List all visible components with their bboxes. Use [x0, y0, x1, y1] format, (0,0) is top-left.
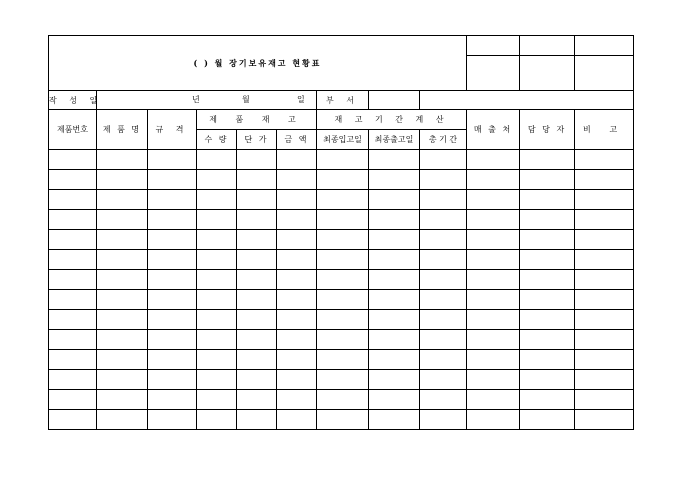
department-label: 부 서 [317, 91, 369, 110]
table-cell[interactable] [420, 290, 467, 310]
table-cell[interactable] [277, 250, 317, 270]
table-cell[interactable] [49, 290, 97, 310]
table-cell[interactable] [49, 390, 97, 410]
table-cell[interactable] [197, 330, 237, 350]
table-cell[interactable] [237, 150, 277, 170]
table-cell[interactable] [575, 350, 634, 370]
table-cell[interactable] [369, 270, 420, 290]
table-cell[interactable] [317, 210, 369, 230]
table-cell[interactable] [575, 150, 634, 170]
table-cell[interactable] [237, 290, 277, 310]
table-row [49, 390, 634, 410]
table-cell[interactable] [317, 390, 369, 410]
header-last-out-date: 최종출고일 [369, 130, 420, 150]
table-cell[interactable] [49, 330, 97, 350]
table-cell[interactable] [420, 270, 467, 290]
table-cell[interactable] [97, 170, 148, 190]
table-cell[interactable] [575, 230, 634, 250]
table-cell[interactable] [420, 310, 467, 330]
header-product-number: 제품번호 [49, 110, 97, 150]
table-cell[interactable] [317, 330, 369, 350]
header-quantity: 수 량 [197, 130, 237, 150]
year-label: 년 [192, 95, 200, 104]
table-cell[interactable] [520, 350, 575, 370]
table-cell[interactable] [317, 410, 369, 430]
table-cell[interactable] [317, 370, 369, 390]
table-cell[interactable] [520, 230, 575, 250]
table-cell[interactable] [369, 210, 420, 230]
header-period-group: 재 고 기 간 계 산 [317, 110, 467, 130]
table-cell[interactable] [197, 250, 237, 270]
table-row [49, 250, 634, 270]
table-cell[interactable] [277, 150, 317, 170]
table-cell[interactable] [420, 170, 467, 190]
table-cell[interactable] [148, 190, 197, 210]
table-cell[interactable] [277, 270, 317, 290]
table-cell[interactable] [97, 270, 148, 290]
table-cell[interactable] [97, 250, 148, 270]
table-cell[interactable] [317, 170, 369, 190]
table-cell[interactable] [97, 150, 148, 170]
table-cell[interactable] [575, 410, 634, 430]
table-row [49, 270, 634, 290]
table-cell[interactable] [277, 210, 317, 230]
table-cell[interactable] [97, 210, 148, 230]
table-cell[interactable] [277, 410, 317, 430]
table-cell[interactable] [49, 210, 97, 230]
table-cell[interactable] [97, 230, 148, 250]
table-cell[interactable] [467, 230, 520, 250]
table-cell[interactable] [277, 370, 317, 390]
table-cell[interactable] [237, 250, 277, 270]
table-cell[interactable] [467, 330, 520, 350]
table-row [49, 290, 634, 310]
table-cell[interactable] [467, 290, 520, 310]
table-cell[interactable] [197, 170, 237, 190]
header-last-in-date: 최종입고일 [317, 130, 369, 150]
table-cell[interactable] [369, 190, 420, 210]
table-cell[interactable] [467, 190, 520, 210]
table-cell[interactable] [420, 210, 467, 230]
table-cell[interactable] [467, 350, 520, 370]
table-row [49, 230, 634, 250]
table-cell[interactable] [148, 270, 197, 290]
table-cell[interactable] [420, 150, 467, 170]
table-cell[interactable] [317, 350, 369, 370]
table-cell[interactable] [520, 150, 575, 170]
table-cell[interactable] [520, 330, 575, 350]
table-cell[interactable] [575, 190, 634, 210]
table-cell[interactable] [520, 370, 575, 390]
header-amount: 금 액 [277, 130, 317, 150]
table-cell[interactable] [237, 190, 277, 210]
table-cell[interactable] [148, 370, 197, 390]
table-cell[interactable] [197, 270, 237, 290]
table-cell[interactable] [467, 270, 520, 290]
table-cell[interactable] [520, 250, 575, 270]
table-cell[interactable] [277, 230, 317, 250]
table-cell[interactable] [197, 290, 237, 310]
table-cell[interactable] [369, 410, 420, 430]
date-field[interactable] [97, 91, 317, 110]
table-cell[interactable] [520, 410, 575, 430]
table-cell[interactable] [197, 310, 237, 330]
table-cell[interactable] [317, 310, 369, 330]
table-cell[interactable] [520, 390, 575, 410]
table-cell[interactable] [197, 410, 237, 430]
table-cell[interactable] [197, 370, 237, 390]
table-row [49, 190, 634, 210]
table-cell[interactable] [49, 150, 97, 170]
table-cell[interactable] [197, 190, 237, 210]
table-cell[interactable] [97, 310, 148, 330]
table-cell[interactable] [49, 190, 97, 210]
table-cell[interactable] [97, 390, 148, 410]
table-cell[interactable] [277, 290, 317, 310]
table-cell[interactable] [148, 350, 197, 370]
table-cell[interactable] [197, 150, 237, 170]
table-cell[interactable] [575, 330, 634, 350]
header-buyer: 매 출 처 [467, 110, 520, 150]
department-field[interactable] [369, 91, 420, 110]
table-cell[interactable] [467, 410, 520, 430]
table-cell[interactable] [520, 170, 575, 190]
table-cell[interactable] [420, 190, 467, 210]
table-cell[interactable] [148, 150, 197, 170]
table-cell[interactable] [237, 330, 277, 350]
info-filler [420, 91, 634, 110]
table-cell[interactable] [467, 370, 520, 390]
table-cell[interactable] [97, 330, 148, 350]
table-row [49, 370, 634, 390]
table-cell[interactable] [197, 390, 237, 410]
table-cell[interactable] [467, 210, 520, 230]
table-cell[interactable] [317, 290, 369, 310]
table-cell[interactable] [148, 230, 197, 250]
table-cell[interactable] [520, 290, 575, 310]
table-cell[interactable] [369, 290, 420, 310]
table-cell[interactable] [148, 410, 197, 430]
date-label: 작 성 일 [49, 91, 97, 110]
table-cell[interactable] [520, 270, 575, 290]
header-remarks: 비 고 [575, 110, 634, 150]
header-total-period: 총 기 간 [420, 130, 467, 150]
table-cell[interactable] [237, 270, 277, 290]
table-cell[interactable] [317, 230, 369, 250]
table-cell[interactable] [237, 390, 277, 410]
table-row [49, 150, 634, 170]
table-cell[interactable] [237, 350, 277, 370]
table-cell[interactable] [97, 370, 148, 390]
header-stock-group: 제 품 재 고 [197, 110, 317, 130]
approval-box-2-header[interactable] [520, 36, 575, 56]
table-cell[interactable] [420, 230, 467, 250]
header-spec: 규 격 [148, 110, 197, 150]
table-cell[interactable] [148, 170, 197, 190]
table-cell[interactable] [420, 410, 467, 430]
table-cell[interactable] [467, 170, 520, 190]
table-cell[interactable] [369, 390, 420, 410]
table-cell[interactable] [237, 170, 277, 190]
approval-box-3-sign[interactable] [575, 56, 634, 91]
table-cell[interactable] [467, 150, 520, 170]
table-cell[interactable] [277, 330, 317, 350]
table-cell[interactable] [420, 390, 467, 410]
table-cell[interactable] [49, 250, 97, 270]
document-title: ( ) 월 장기보유재고 현황표 [49, 36, 467, 91]
month-label: 월 [242, 95, 250, 104]
table-cell[interactable] [575, 310, 634, 330]
table-cell[interactable] [148, 290, 197, 310]
table-cell[interactable] [148, 390, 197, 410]
table-cell[interactable] [97, 410, 148, 430]
table-cell[interactable] [369, 250, 420, 270]
day-label: 일 [297, 95, 305, 104]
table-cell[interactable] [49, 230, 97, 250]
table-cell[interactable] [467, 310, 520, 330]
table-cell[interactable] [277, 190, 317, 210]
table-cell[interactable] [237, 370, 277, 390]
header-product-name: 제 품 명 [97, 110, 148, 150]
table-cell[interactable] [520, 210, 575, 230]
table-cell[interactable] [575, 370, 634, 390]
table-cell[interactable] [277, 170, 317, 190]
table-cell[interactable] [369, 150, 420, 170]
header-unit-price: 단 가 [237, 130, 277, 150]
table-cell[interactable] [317, 190, 369, 210]
table-cell[interactable] [197, 350, 237, 370]
table-cell[interactable] [420, 330, 467, 350]
table-cell[interactable] [237, 310, 277, 330]
table-cell[interactable] [148, 250, 197, 270]
table-cell[interactable] [148, 210, 197, 230]
table-cell[interactable] [49, 170, 97, 190]
table-cell[interactable] [369, 350, 420, 370]
table-row [49, 410, 634, 430]
table-cell[interactable] [277, 350, 317, 370]
table-cell[interactable] [467, 390, 520, 410]
table-cell[interactable] [575, 290, 634, 310]
table-cell[interactable] [520, 310, 575, 330]
table-cell[interactable] [49, 310, 97, 330]
table-cell[interactable] [420, 370, 467, 390]
table-cell[interactable] [277, 390, 317, 410]
table-cell[interactable] [575, 270, 634, 290]
table-row [49, 350, 634, 370]
table-cell[interactable] [317, 270, 369, 290]
approval-box-1-sign[interactable] [467, 56, 520, 91]
table-row [49, 330, 634, 350]
table-cell[interactable] [369, 370, 420, 390]
table-cell[interactable] [49, 270, 97, 290]
table-cell[interactable] [575, 210, 634, 230]
table-cell[interactable] [369, 230, 420, 250]
table-cell[interactable] [369, 330, 420, 350]
approval-box-3-header[interactable] [575, 36, 634, 56]
table-cell[interactable] [97, 350, 148, 370]
table-cell[interactable] [575, 250, 634, 270]
table-cell[interactable] [197, 230, 237, 250]
approval-box-1-header[interactable] [467, 36, 520, 56]
table-cell[interactable] [520, 190, 575, 210]
table-cell[interactable] [49, 350, 97, 370]
table-cell[interactable] [148, 330, 197, 350]
table-cell[interactable] [49, 370, 97, 390]
table-cell[interactable] [420, 350, 467, 370]
table-cell[interactable] [49, 410, 97, 430]
table-cell[interactable] [317, 250, 369, 270]
table-cell[interactable] [317, 150, 369, 170]
table-row [49, 170, 634, 190]
table-cell[interactable] [277, 310, 317, 330]
header-manager: 담 당 자 [520, 110, 575, 150]
table-cell[interactable] [97, 290, 148, 310]
table-cell[interactable] [467, 250, 520, 270]
table-cell[interactable] [237, 410, 277, 430]
table-cell[interactable] [237, 210, 277, 230]
table-cell[interactable] [237, 230, 277, 250]
inventory-table [48, 35, 634, 430]
table-cell[interactable] [148, 310, 197, 330]
table-cell[interactable] [97, 190, 148, 210]
table-cell[interactable] [575, 170, 634, 190]
approval-box-2-sign[interactable] [520, 56, 575, 91]
table-cell[interactable] [420, 250, 467, 270]
table-cell[interactable] [369, 170, 420, 190]
table-row [49, 210, 634, 230]
table-cell[interactable] [197, 210, 237, 230]
table-cell[interactable] [575, 390, 634, 410]
table-cell[interactable] [369, 310, 420, 330]
table-row [49, 310, 634, 330]
